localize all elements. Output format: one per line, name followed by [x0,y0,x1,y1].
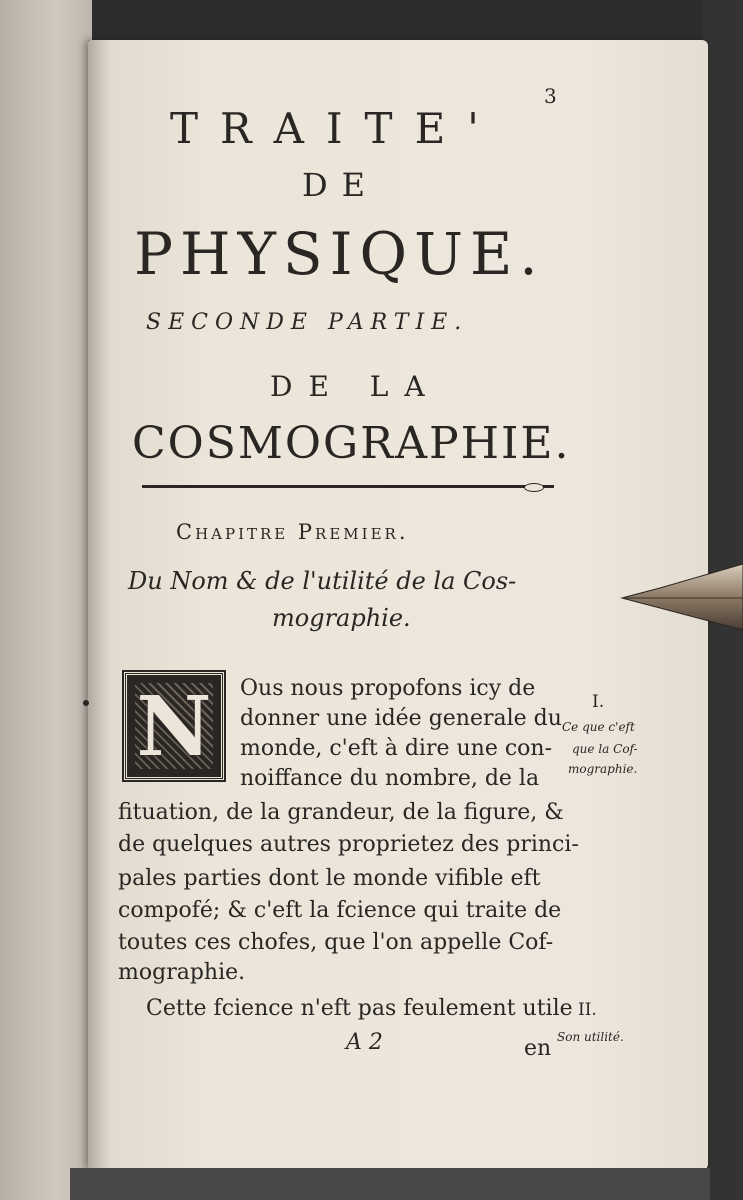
body-line: toutes ces chofes, que l'on appelle Cof- [118,930,554,955]
signature-mark: A 2 [346,1030,383,1055]
previous-page-edge [0,0,92,1200]
margin-note-line: Son utilité. [557,1030,624,1044]
title-line-2: DE [302,166,380,204]
decorated-drop-cap [124,672,224,780]
body-line: compofé; & c'eft la fcience qui traite de [118,898,562,923]
title-line-1: TRAITE' [170,104,501,153]
ink-mark [83,700,89,706]
body-line: fituation, de la grandeur, de la figure, & [118,800,564,825]
chapter-subtitle-line-2: mographie. [272,604,411,632]
body-line: Cette fcience n'eft pas feulement utile [146,996,573,1021]
catchword: en [524,1036,552,1061]
margin-note-line: que la Cof- [572,742,638,756]
pen-tip-pointer [620,562,743,632]
margin-note-line: mographie. [568,762,638,776]
body-line: mographie. [118,960,246,985]
body-line: pales parties dont le monde vifible eft [118,866,541,891]
book-bottom-edge [70,1168,710,1200]
section-heading-line-2: COSMOGRAPHIE. [132,418,571,469]
part-heading: SECONDE PARTIE. [146,310,469,335]
chapter-subtitle-line-1: Du Nom & de l'utilité de la Cos- [128,567,517,595]
body-line: donner une idée generale du [240,706,562,731]
drop-cap-letter: N [136,679,212,775]
margin-note-number: II. [578,1000,597,1020]
body-line: de quelques autres proprietez des princi- [118,832,579,857]
gutter-shadow [88,40,110,1170]
title-line-3: PHYSIQUE. [134,220,545,288]
page-number: 3 [544,84,557,108]
body-line: noiffance du nombre, de la [240,766,540,791]
ornamental-rule [142,485,554,488]
margin-note-line: Ce que c'eft [562,720,635,734]
body-line: Ous nous propofons icy de [240,676,536,701]
margin-note-number: I. [592,692,605,712]
section-heading-line-1: DE LA [270,370,441,403]
chapter-heading: Chapitre Premier. [176,520,409,544]
body-line: monde, c'eft à dire une con- [240,736,553,761]
